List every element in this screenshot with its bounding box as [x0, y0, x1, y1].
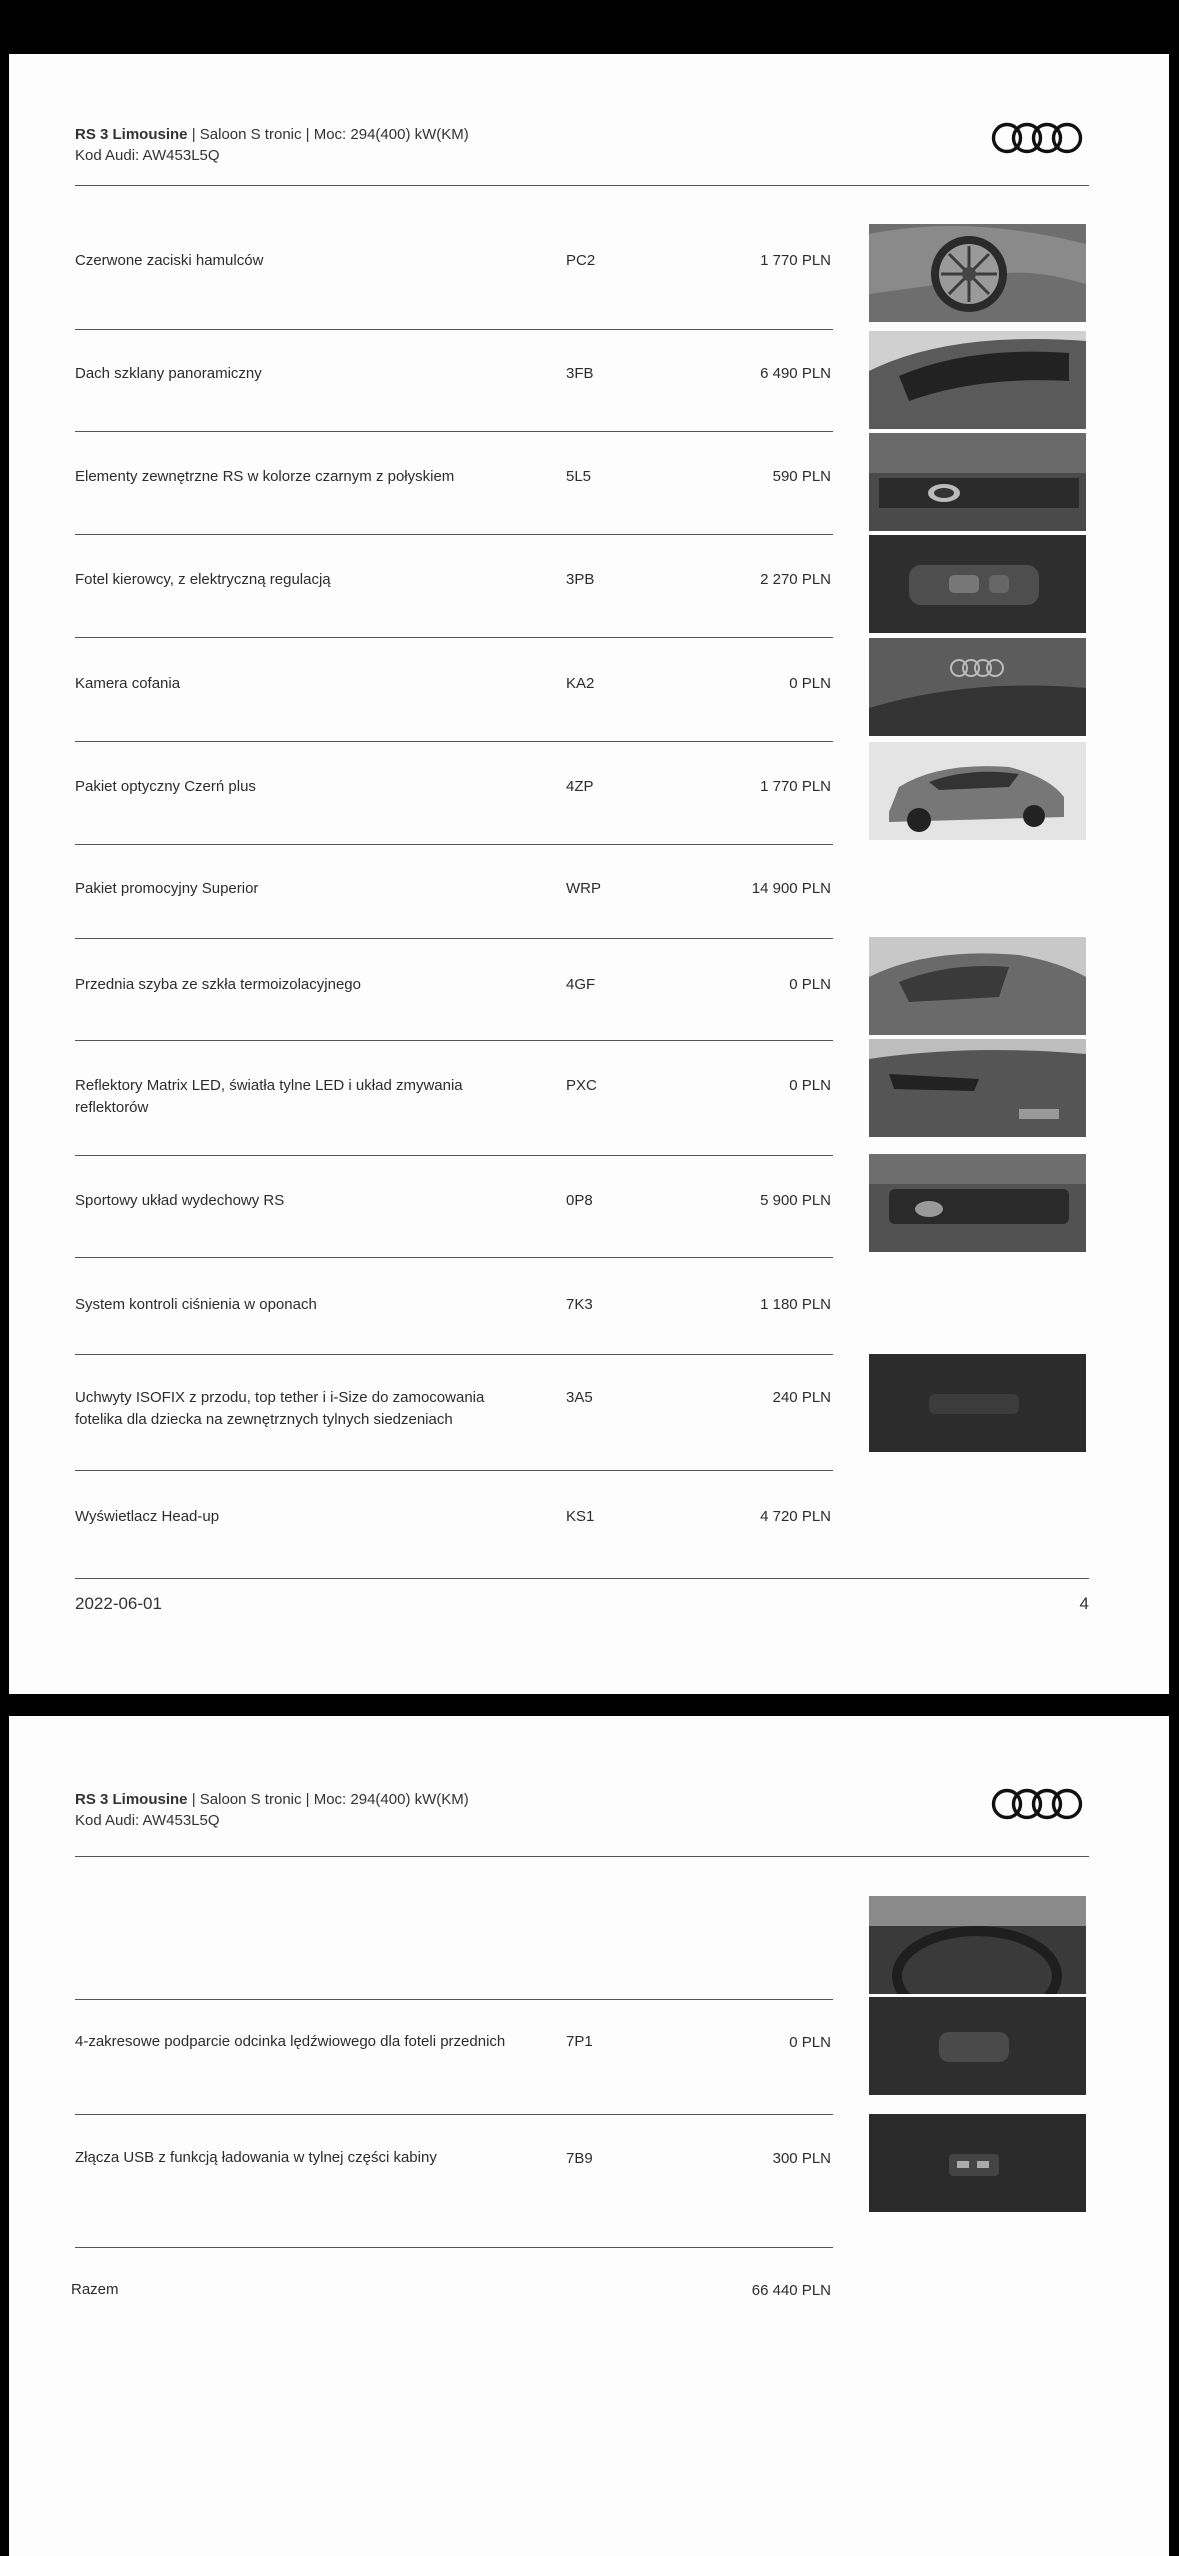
- option-code: PC2: [566, 252, 596, 269]
- document-page-1: [9, 54, 1169, 1694]
- audi-code: Kod Audi: AW453L5Q: [75, 147, 220, 164]
- option-price: 0 PLN: [789, 976, 831, 993]
- option-description: Fotel kierowcy, z elektryczną regulacją: [75, 571, 331, 588]
- option-description: Dach szklany panoramiczny: [75, 365, 262, 382]
- total-value: 66 440 PLN: [751, 2282, 831, 2299]
- option-price: 14 900 PLN: [751, 880, 831, 897]
- option-code: 3FB: [566, 365, 594, 382]
- option-price: 590 PLN: [772, 468, 831, 485]
- audi-rings-logo: [989, 120, 1085, 156]
- option-code: 4ZP: [566, 778, 594, 795]
- exhaust-photo: [869, 1154, 1086, 1252]
- tail-light-photo: [869, 1039, 1086, 1137]
- seat-controls-photo: [869, 535, 1086, 633]
- option-code: PXC: [566, 1077, 597, 1094]
- option-code: 4GF: [566, 976, 596, 993]
- page-header: [75, 1789, 469, 1831]
- option-price: 4 720 PLN: [760, 1508, 831, 1525]
- option-description: 4-zakresowe podparcie odcinka lędźwiowego dla foteli przednich: [75, 2033, 506, 2050]
- model-spec: | Saloon S tronic | Moc: 294(400) kW(KM): [187, 126, 469, 143]
- option-code: 3A5: [566, 1389, 593, 1406]
- isofix-photo: [869, 1354, 1086, 1452]
- model-spec: | Saloon S tronic | Moc: 294(400) kW(KM): [187, 1791, 469, 1808]
- option-description: Złącza USB z funkcją ładowania w tylnej części kabiny: [75, 2149, 437, 2166]
- footer-divider: [75, 1578, 1089, 1579]
- total-label: Razem: [71, 2281, 119, 2298]
- option-price: 1 180 PLN: [760, 1296, 831, 1313]
- row-divider: [75, 1257, 833, 1258]
- panoramic-roof-photo: [869, 331, 1086, 429]
- row-divider: [75, 2247, 833, 2248]
- option-price: 0 PLN: [789, 675, 831, 692]
- option-price: 2 270 PLN: [760, 571, 831, 588]
- option-description: Wyświetlacz Head-up: [75, 1508, 220, 1525]
- row-divider: [75, 938, 833, 939]
- option-code: 7B9: [566, 2150, 593, 2167]
- row-divider: [75, 1470, 833, 1471]
- rear-diffuser-photo: [869, 433, 1086, 531]
- option-description: Kamera cofania: [75, 675, 181, 692]
- lumbar-photo: [869, 1997, 1086, 2095]
- option-code: 7K3: [566, 1296, 593, 1313]
- option-description: Czerwone zaciski hamulców: [75, 252, 264, 269]
- car-front-photo: [869, 742, 1086, 840]
- windshield-photo: [869, 937, 1086, 1035]
- page-header: [75, 124, 469, 166]
- row-divider: [75, 431, 833, 432]
- usb-photo: [869, 2114, 1086, 2212]
- option-code: 7P1: [566, 2033, 593, 2050]
- audi-code: Kod Audi: AW453L5Q: [75, 1812, 220, 1829]
- option-price: 300 PLN: [772, 2150, 831, 2167]
- option-description: Reflektory Matrix LED, światła tylne LED i układ zmywania reflektorów: [75, 1077, 463, 1116]
- row-divider: [75, 637, 833, 638]
- row-divider: [75, 1040, 833, 1041]
- document-date: 2022-06-01: [75, 1594, 162, 1613]
- option-price: 5 900 PLN: [760, 1192, 831, 1209]
- row-divider: [75, 2114, 833, 2115]
- row-divider: [75, 534, 833, 535]
- option-code: WRP: [566, 880, 601, 897]
- option-description: Uchwyty ISOFIX z przodu, top tether i i-Size do zamocowania fotelika dla dziecka na zewnętrznych tylnych siedzeniach: [75, 1389, 485, 1428]
- row-divider: [75, 1999, 833, 2000]
- model-name: RS 3 Limousine: [75, 1791, 188, 1808]
- option-code: 0P8: [566, 1192, 593, 1209]
- option-description: Pakiet optyczny Czerń plus: [75, 778, 256, 795]
- audi-rings-logo: [989, 1786, 1085, 1822]
- steering-wheel-photo: [869, 1896, 1086, 1994]
- row-divider: [75, 844, 833, 845]
- row-divider: [75, 1354, 833, 1355]
- option-price: 1 770 PLN: [760, 778, 831, 795]
- row-divider: [75, 329, 833, 330]
- page-number: 4: [1079, 1594, 1089, 1613]
- option-code: KS1: [566, 1508, 595, 1525]
- option-code: 3PB: [566, 571, 595, 588]
- option-description: Przednia szyba ze szkła termoizolacyjnego: [75, 976, 361, 993]
- option-price: 6 490 PLN: [760, 365, 831, 382]
- option-price: 0 PLN: [789, 2034, 831, 2051]
- option-code: KA2: [566, 675, 595, 692]
- rear-badge-photo: [869, 638, 1086, 736]
- header-divider: [75, 185, 1089, 186]
- wheel-brake-photo: [869, 224, 1086, 322]
- row-divider: [75, 1155, 833, 1156]
- header-divider: [75, 1856, 1089, 1857]
- option-price: 240 PLN: [772, 1389, 831, 1406]
- row-divider: [75, 741, 833, 742]
- option-code: 5L5: [566, 468, 592, 485]
- option-description: System kontroli ciśnienia w oponach: [75, 1296, 317, 1313]
- model-name: RS 3 Limousine: [75, 126, 188, 143]
- option-description: Sportowy układ wydechowy RS: [75, 1192, 285, 1209]
- option-description: Pakiet promocyjny Superior: [75, 880, 259, 897]
- option-description: Elementy zewnętrzne RS w kolorze czarnym z połyskiem: [75, 468, 455, 485]
- option-price: 0 PLN: [789, 1077, 831, 1094]
- document-page-2: [9, 1716, 1169, 2556]
- option-price: 1 770 PLN: [760, 252, 831, 269]
